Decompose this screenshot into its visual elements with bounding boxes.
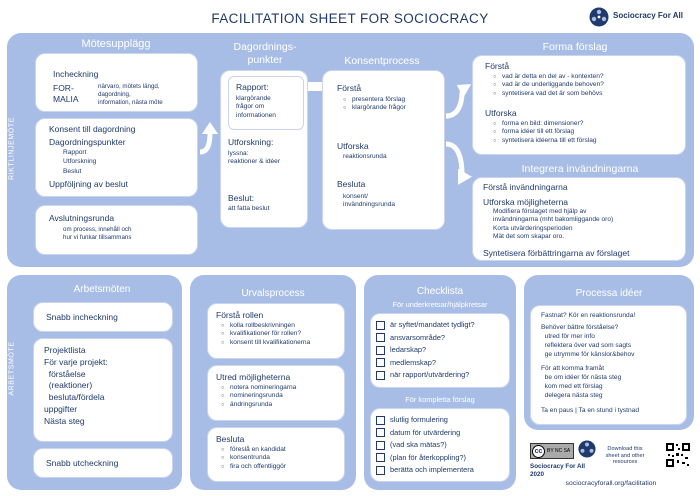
checklist-1 bbox=[376, 320, 475, 383]
forma-utforska-list bbox=[493, 120, 597, 145]
list-item: ○ ändringsrunda bbox=[221, 401, 296, 409]
checklist-row: datum för utvärdering bbox=[376, 428, 474, 438]
list-item: ○ kolla rollbeskrivningen bbox=[221, 322, 310, 330]
forma-forsta-list bbox=[493, 73, 604, 98]
processa-card bbox=[530, 305, 687, 425]
beslut-desc: att fatta beslut bbox=[228, 205, 270, 212]
checkbox[interactable] bbox=[376, 441, 385, 450]
checklist-row: när rapport/utvärdering? bbox=[376, 370, 475, 380]
motesupplagg-title: Mötesupplägg bbox=[81, 38, 151, 50]
konsent-utforska-label: Utforska bbox=[337, 141, 369, 151]
dagordningspunkter-title: Dagordnings- punkter bbox=[233, 41, 297, 66]
cc-license-badge bbox=[530, 443, 574, 459]
konsent-forsta-list bbox=[343, 96, 406, 113]
urval-forsta-label: Förstå rollen bbox=[216, 310, 264, 320]
snabb-incheckning-label: Snabb incheckning bbox=[46, 312, 118, 322]
projektlista-text: Projektlista För varje projekt: förståelse (reaktioner) besluta/fördela uppgifter Nästa steg bbox=[44, 345, 108, 426]
list-item: ○ konsentrunda bbox=[221, 454, 286, 462]
processa-line-7: kom med ett förslag bbox=[541, 383, 603, 390]
processa-line-2: utred för mer info bbox=[541, 333, 595, 340]
logo-text: Sociocracy For All bbox=[613, 11, 683, 20]
dagordningspunkter-label: Dagordningspunkter bbox=[49, 137, 126, 147]
list-item: ○ vad är detta en del av - kontexten? bbox=[493, 73, 604, 81]
konsent-utforska-desc: reaktionsrunda bbox=[343, 153, 387, 160]
list-item: ○ klargörande frågor bbox=[343, 104, 406, 112]
konsent-besluta-desc: konsent/ invändningsrunda bbox=[343, 193, 396, 209]
integrera-title: Integrera invändningarna bbox=[521, 163, 639, 175]
top-side-label: RIKTLINJEMÖTE bbox=[8, 116, 16, 181]
bottom-side-label: ARBETSMÖTE bbox=[8, 341, 16, 396]
sfa-logo bbox=[589, 6, 699, 28]
utforskning-label: Utforskning: bbox=[228, 137, 274, 147]
checkbox[interactable] bbox=[376, 428, 385, 437]
list-item: ○ presentera förslag bbox=[343, 96, 406, 104]
checkbox[interactable] bbox=[376, 371, 385, 380]
checkbox[interactable] bbox=[376, 416, 385, 425]
checklist-row: är syftet/mandatet tydligt? bbox=[376, 320, 475, 330]
checklista-title: Checklista bbox=[416, 286, 464, 297]
list-item: ○ fira och offentliggör bbox=[221, 463, 286, 471]
logo-circle-icon bbox=[589, 7, 609, 27]
konsentprocess-card bbox=[322, 70, 445, 230]
formalia-desc: närvaro, mötets längd, dagordning, information, nästa möte bbox=[98, 83, 163, 106]
konsentprocess-title: Konsentprocess bbox=[344, 55, 420, 67]
forma-card bbox=[472, 55, 686, 155]
utforskning-desc: lyssna: reaktioner & idéer bbox=[228, 150, 281, 166]
formalia-label: FOR- MALIA bbox=[53, 83, 79, 104]
snabb-in-card bbox=[33, 302, 173, 332]
checklist-row: ledarskap? bbox=[376, 345, 475, 355]
snabb-utcheckning-label: Snabb utcheckning bbox=[46, 458, 119, 468]
sub-item-rapport: Rapport bbox=[63, 149, 87, 156]
checklista-card1 bbox=[370, 313, 510, 388]
checkbox[interactable] bbox=[376, 333, 385, 342]
arbetsmoten-title: Arbetsmöten bbox=[73, 284, 131, 295]
sub-item-utforskning: Utforskning bbox=[63, 158, 97, 165]
sub-item-beslut: Beslut bbox=[63, 168, 82, 175]
checklist-row: (plan för återkoppling?) bbox=[376, 453, 474, 463]
forma-utforska-label: Utforska bbox=[485, 108, 517, 118]
konsent-card bbox=[35, 118, 198, 197]
list-item: ○ syntetisera idéerna till ett förslag bbox=[493, 137, 597, 145]
urval-besluta-list bbox=[221, 446, 286, 471]
incheckning-label: Incheckning bbox=[53, 69, 99, 79]
list-item: ○ kvalifikationer för rollen? bbox=[221, 330, 310, 338]
cc-badges: BY NC SA bbox=[547, 448, 571, 454]
checklista-subtitle2: För kompletta förslag bbox=[405, 395, 475, 404]
urval-utred-label: Utred möjligheterna bbox=[216, 372, 291, 382]
cc-icon: cc bbox=[532, 445, 545, 458]
list-item: ○ föreslå en kandidat bbox=[221, 446, 286, 454]
checklist-row: ansvarsområde? bbox=[376, 333, 475, 343]
processa-line-3: reflektera över vad som sagts bbox=[541, 342, 632, 349]
checkbox[interactable] bbox=[376, 453, 385, 462]
list-item: ○ konsent till kvalifikationerna bbox=[221, 339, 310, 347]
processa-line-4: ge utrymme för känslor&behov bbox=[541, 351, 635, 358]
checklist-row: medlemskap? bbox=[376, 358, 475, 368]
checklist-row: berätta och implementera bbox=[376, 465, 474, 475]
snabb-ut-card bbox=[33, 448, 173, 478]
checklista-card2 bbox=[370, 408, 510, 482]
integrera-utforska-label: Utforska möjligheterna bbox=[483, 197, 569, 207]
integrera-utforska-desc: Modifiera förslaget med hjälp av invändningarna (mht bakomliggande oro) Korta utvärderingsperioden Mät det som skapar oro. bbox=[493, 208, 614, 241]
rapport-box bbox=[228, 76, 304, 130]
rapport-desc: klargörande frågor om informationen bbox=[236, 95, 276, 119]
urval-utred-card bbox=[207, 365, 345, 421]
urval-besluta-card bbox=[207, 427, 345, 482]
rapport-label: Rapport: bbox=[236, 82, 269, 92]
list-item: ○ syntetisera vad det är som behövs bbox=[493, 90, 604, 98]
avslutning-desc: om process, innehåll och hur vi funkar tillsammans bbox=[63, 226, 132, 241]
download-text: Download this sheet and other resources bbox=[605, 446, 645, 466]
avslutning-card bbox=[35, 205, 198, 255]
konsent-besluta-label: Besluta bbox=[337, 179, 366, 189]
processa-line-1: Behöver bättre förståelse? bbox=[541, 324, 619, 331]
list-item: ○ vad är de underliggande behoven? bbox=[493, 81, 604, 89]
list-item: ○ notera nomineringarna bbox=[221, 384, 296, 392]
processa-line-0: Fastnat? Kör en reaktionsrunda! bbox=[541, 312, 636, 319]
urval-forsta-list bbox=[221, 322, 310, 347]
qr-code-icon[interactable] bbox=[665, 442, 691, 468]
checklista-subtitle1: För underkretsar/hjälpkretsar bbox=[392, 300, 488, 309]
processa-line-8: delegera nästa steg bbox=[541, 392, 603, 399]
checkbox[interactable] bbox=[376, 321, 385, 330]
urval-forsta-card bbox=[207, 303, 345, 359]
urval-besluta-label: Besluta bbox=[216, 434, 245, 444]
checkbox[interactable] bbox=[376, 466, 385, 475]
list-item: ○ forma idéer till ett förslag bbox=[493, 128, 597, 136]
urval-utred-list bbox=[221, 384, 296, 409]
list-item: ○ nomineringsrunda bbox=[221, 392, 296, 400]
checklist-row: slutlig formulering bbox=[376, 415, 474, 425]
checklist-2 bbox=[376, 415, 474, 478]
beslut-label: Beslut: bbox=[228, 193, 254, 203]
projektlista-card bbox=[33, 338, 173, 442]
integrera-forsta-label: Förstå invändningarna bbox=[483, 182, 568, 192]
konsent-dagordning: Konsent till dagordning bbox=[49, 124, 136, 134]
processa-line-5: För att komma framåt bbox=[541, 365, 605, 372]
processa-line-9: Ta en paus | Ta en stund i tystnad bbox=[541, 407, 639, 414]
flow-arrow-icon bbox=[198, 116, 222, 156]
page-title: FACILITATION SHEET FOR SOCIOCRACY bbox=[211, 11, 489, 26]
processa-line-6: be om idéer för nästa steg bbox=[541, 374, 622, 381]
checkbox[interactable] bbox=[376, 346, 385, 355]
forma-forsta-label: Förstå bbox=[485, 61, 510, 71]
url-text[interactable]: sociocracyforall.org/facilitation bbox=[565, 480, 657, 487]
urval-title: Urvalsprocess bbox=[241, 288, 305, 299]
avslutningsrunda-label: Avslutningsrunda bbox=[49, 213, 115, 223]
uppfoljning-label: Uppföljning av beslut bbox=[49, 179, 128, 189]
checkbox[interactable] bbox=[376, 358, 385, 367]
connector-bar bbox=[308, 82, 322, 91]
incheckning-card bbox=[35, 53, 198, 112]
processa-title: Processa idéer bbox=[575, 288, 643, 299]
list-item: ○ forma en bild: dimensioner? bbox=[493, 120, 597, 128]
forma-title: Forma förslag bbox=[542, 41, 608, 53]
integrera-syntetisera-label: Syntetisera förbättringarna av förslaget bbox=[483, 248, 630, 258]
integrera-card bbox=[472, 177, 686, 261]
dagordningspunkter-card bbox=[220, 70, 308, 228]
checklist-row: (vad ska mätas?) bbox=[376, 440, 474, 450]
konsent-forsta-label: Förstå bbox=[337, 83, 362, 93]
sfa-footer-text: Sociocracy For All 2020 bbox=[530, 463, 586, 478]
